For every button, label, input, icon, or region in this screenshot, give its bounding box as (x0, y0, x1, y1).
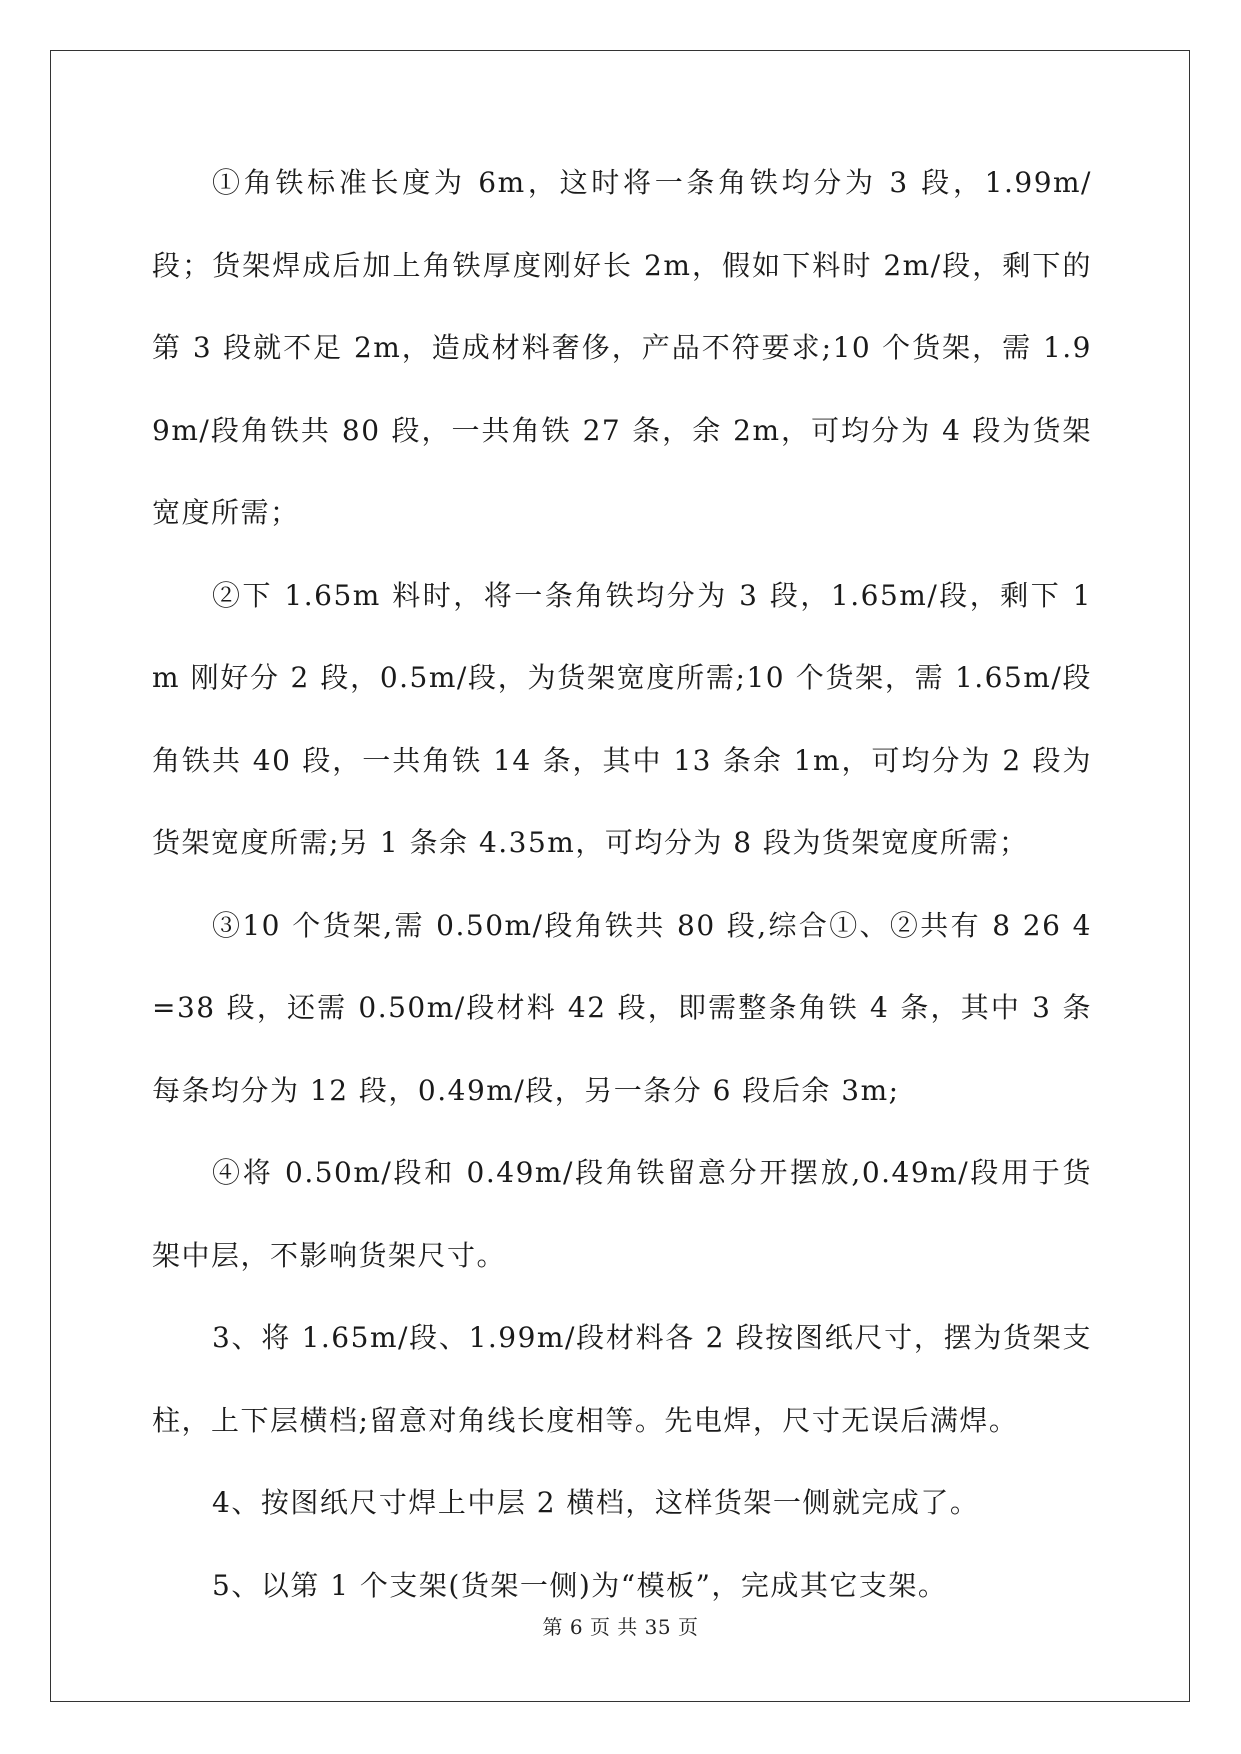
document-body (152, 165, 1092, 1627)
paragraph-7: 5、以第 1 个支架(货架一侧)为“模板”，完成其它支架。 (212, 1568, 948, 1602)
paragraph-6: 4、按图纸尺寸焊上中层 2 横档，这样货架一侧就完成了。 (212, 1486, 980, 1519)
paragraph-2: ②下 1.65m 料时，将一条角铁均分为 3 段，1.65m/段，剩下 1m 刚好分 2 段，0.5m/段，为货架宽度所需;10 个货架，需 1.65m/段角铁共 40 段，一共角铁 14 条，其中 13 条余 1m，可均分为 2 段为货架宽度所需;另 1 条余 4.35m，可均分为 8 段为货架宽度所需； (152, 578, 1092, 859)
page-number-footer: 第 6 页 共 35 页 (542, 1615, 699, 1639)
paragraph-1: ①角铁标准长度为 6m，这时将一条角铁均分为 3 段，1.99m/段；货架焊成后加上角铁厚度刚好长 2m，假如下料时 2m/段，剩下的第 3 段就不足 2m，造成材料奢侈，产品不符要求;10 个货架，需 1.99m/段角铁共 80 段，一共角铁 27 条，余 2m，可均分为 4 段为货架宽度所需； (152, 166, 1092, 529)
paragraph-5: 3、将 1.65m/段、1.99m/段材料各 2 段按图纸尺寸，摆为货架支柱，上下层横档;留意对角线长度相等。先电焊，尺寸无误后满焊。 (152, 1321, 1092, 1437)
paragraph-4: ④将 0.50m/段和 0.49m/段角铁留意分开摆放,0.49m/段用于货架中层，不影响货架尺寸。 (152, 1156, 1092, 1272)
paragraph-3: ③10 个货架,需 0.50m/段角铁共 80 段,综合①、②共有 8 26 4=38 段，还需 0.50m/段材料 42 段，即需整条角铁 4 条，其中 3 条每条均分为 12 段，0.49m/段，另一条分 6 段后余 3m; (152, 908, 1092, 1107)
